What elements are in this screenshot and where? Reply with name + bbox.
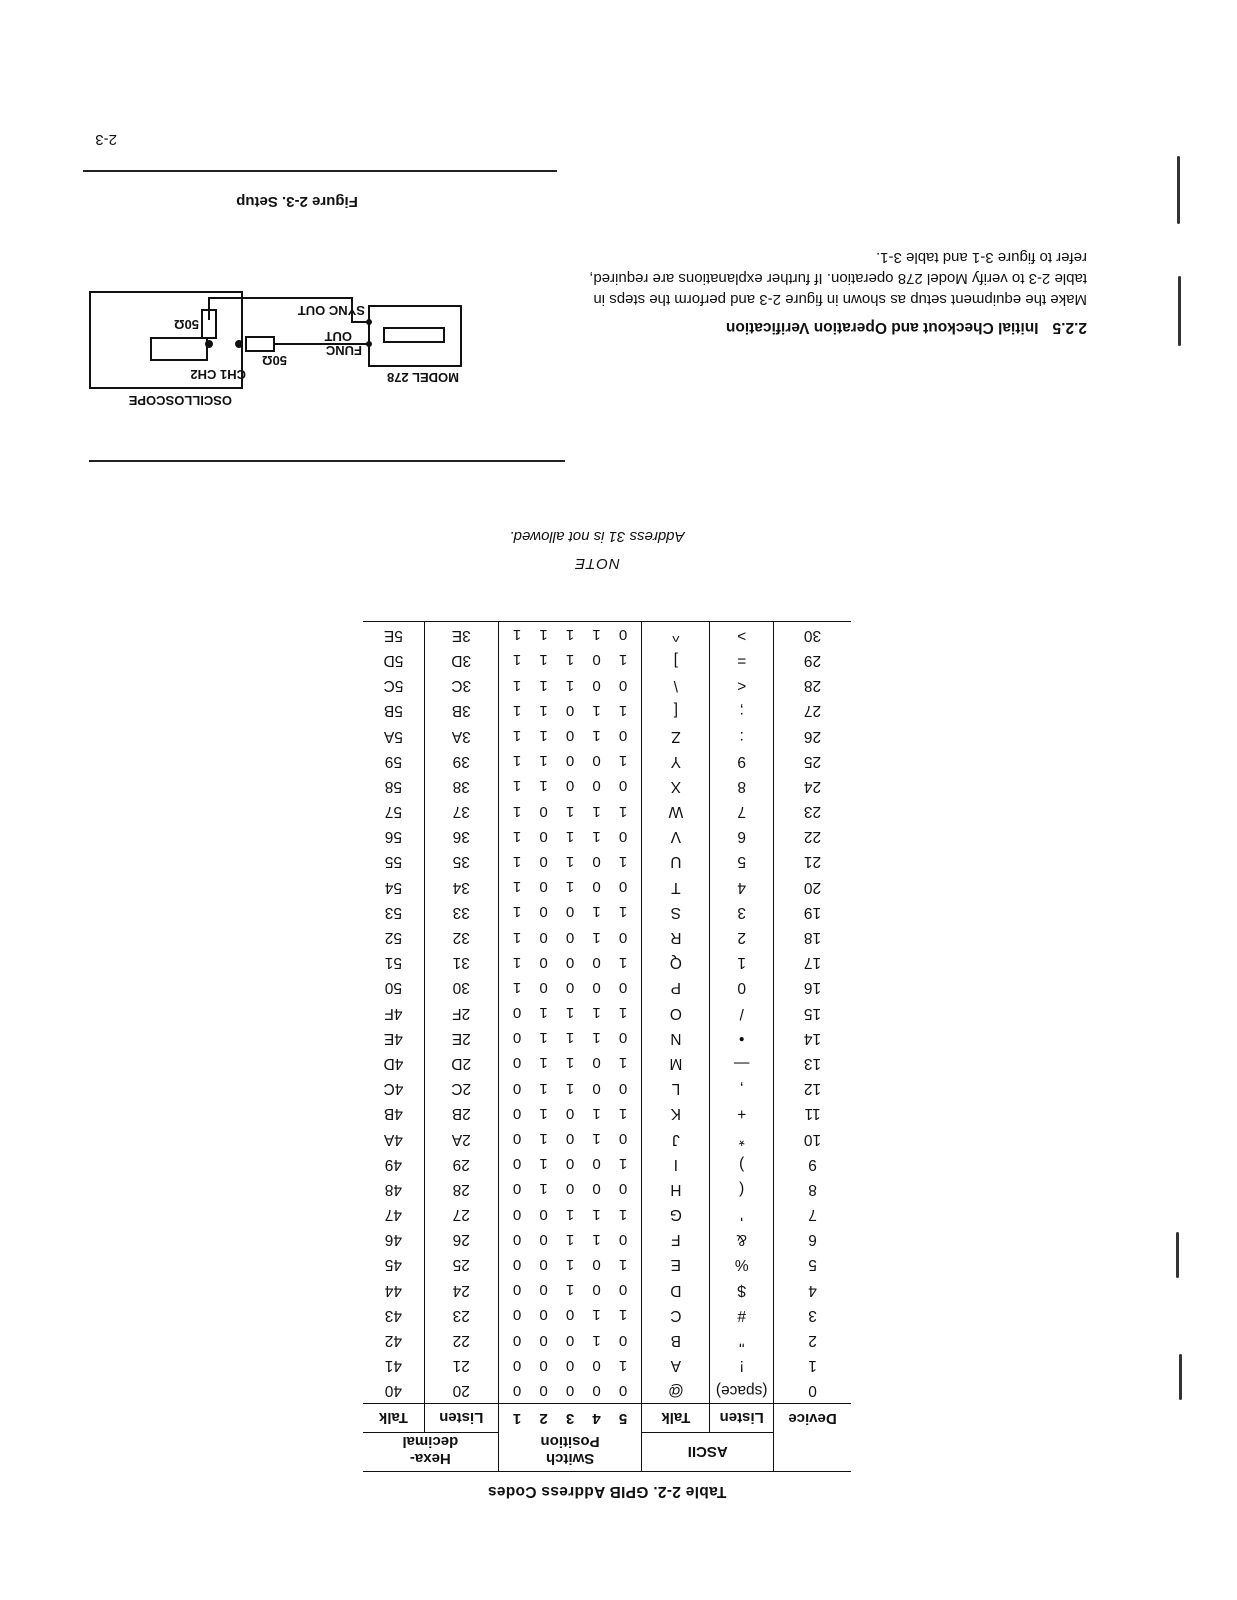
cell-switch: 0 0 0 1 0 — [498, 1176, 642, 1201]
cell-switch: 0 0 0 1 1 — [498, 773, 642, 798]
cell-ascii-listen: ( — [710, 1176, 774, 1201]
table-row — [363, 1126, 851, 1151]
cell-ascii-listen: — — [710, 1050, 774, 1075]
table-row — [363, 1202, 851, 1227]
table-row — [363, 1227, 851, 1252]
table-header-row — [363, 1433, 851, 1472]
cell-device: 11 — [774, 1101, 851, 1126]
cell-hex-talk: 4A — [383, 1130, 403, 1148]
page-number: 2-3 — [95, 131, 117, 148]
cell-hex-listen: 3C — [424, 673, 498, 698]
cell-hex-listen: 20 — [424, 1378, 498, 1404]
table-row — [363, 1353, 851, 1378]
cell-device: 3 — [774, 1302, 851, 1327]
table-row — [363, 748, 851, 773]
cell-hex-listen: 33 — [424, 899, 498, 924]
cell-hex-listen: 25 — [424, 1252, 498, 1277]
table-row — [363, 874, 851, 899]
cell-ascii-talk: Z — [642, 723, 710, 748]
cell-ascii-listen: = — [710, 647, 774, 672]
cell-ascii-talk: ] — [642, 647, 710, 672]
cell-ascii-talk: D — [642, 1277, 710, 1302]
cell-switch: 0 0 1 1 0 — [498, 1076, 642, 1101]
cell-hex-listen: 34 — [424, 874, 498, 899]
cell-ascii-talk: K — [642, 1101, 710, 1126]
table-row — [363, 849, 851, 874]
cell-hex-listen: 3D — [424, 647, 498, 672]
cell-ascii-listen: ! — [710, 1353, 774, 1378]
cell-device: 22 — [774, 824, 851, 849]
header-ascii: ASCII — [642, 1433, 774, 1472]
cell-switch: 0 1 0 0 0 — [498, 1327, 642, 1352]
cell-device: 19 — [774, 899, 851, 924]
table-row — [363, 1101, 851, 1126]
cell-hex-listen: 2A — [424, 1126, 498, 1151]
cell-hex-talk: 45 — [384, 1256, 403, 1274]
header-ascii-listen: Listen — [710, 1404, 774, 1433]
cell-switch: 0 1 1 1 0 — [498, 1025, 642, 1050]
table-row — [363, 698, 851, 723]
cell-ascii-listen: 0 — [710, 975, 774, 1000]
cell-hex-listen: 26 — [424, 1227, 498, 1252]
table-row — [363, 1025, 851, 1050]
cell-switch: 1 0 1 1 0 — [498, 1050, 642, 1075]
table-row — [363, 799, 851, 824]
cell-switch: 0 0 1 1 1 — [498, 673, 642, 698]
cell-hex-talk: 49 — [384, 1155, 403, 1173]
cell-hex-talk: 5C — [383, 677, 404, 695]
cell-ascii-talk: C — [642, 1302, 710, 1327]
cell-hex-listen: 2C — [424, 1076, 498, 1101]
cell-hex-listen: 2F — [424, 1000, 498, 1025]
cell-ascii-talk: @ — [642, 1378, 710, 1404]
table-row — [363, 1252, 851, 1277]
cell-ascii-talk: X — [642, 773, 710, 798]
label-term-2: 50Ω — [174, 317, 199, 332]
model-278-display — [384, 328, 444, 342]
cell-switch: 1 1 1 0 0 — [498, 1202, 642, 1227]
cell-device: 29 — [774, 647, 851, 672]
cell-ascii-listen: 6 — [710, 824, 774, 849]
cell-device: 17 — [774, 950, 851, 975]
cell-device: 0 — [774, 1378, 851, 1404]
cell-switch: 0 1 1 1 1 — [498, 622, 642, 648]
cell-hex-talk: 43 — [384, 1306, 403, 1324]
cell-switch: 0 0 0 0 0 — [498, 1378, 642, 1404]
header-hex-talk: Talk — [363, 1404, 424, 1433]
table-row — [363, 975, 851, 1000]
cell-device: 7 — [774, 1202, 851, 1227]
table-row — [363, 1277, 851, 1302]
cell-device: 16 — [774, 975, 851, 1000]
header-hexadecimal: Hexa- decimal — [363, 1433, 498, 1472]
cell-hex-talk: 4D — [383, 1054, 404, 1072]
cell-hex-talk: 50 — [384, 979, 403, 997]
cell-ascii-talk: V — [642, 824, 710, 849]
cell-ascii-talk: M — [642, 1050, 710, 1075]
table-row — [363, 1378, 851, 1404]
table-row — [363, 1076, 851, 1101]
cell-hex-talk: 5A — [383, 727, 403, 745]
cell-ascii-listen: 1 — [710, 950, 774, 975]
cell-ascii-talk: G — [642, 1202, 710, 1227]
cell-switch: 1 1 1 0 1 — [498, 799, 642, 824]
header-hex-listen: Listen — [424, 1404, 498, 1433]
cell-device: 27 — [774, 698, 851, 723]
cell-device: 5 — [774, 1252, 851, 1277]
table-row — [363, 899, 851, 924]
cell-ascii-talk: O — [642, 1000, 710, 1025]
cell-ascii-talk: Q — [642, 950, 710, 975]
table-row — [363, 673, 851, 698]
cell-hex-listen: 21 — [424, 1353, 498, 1378]
cell-switch: 1 0 0 0 1 — [498, 950, 642, 975]
cell-ascii-listen: 8 — [710, 773, 774, 798]
cell-ascii-talk: T — [642, 874, 710, 899]
cell-switch: 1 1 1 1 0 — [498, 1000, 642, 1025]
cell-device: 8 — [774, 1176, 851, 1201]
cell-ascii-talk: H — [642, 1176, 710, 1201]
scan-mark — [1178, 276, 1181, 346]
cell-switch: 0 1 1 0 1 — [498, 824, 642, 849]
section-heading — [587, 318, 1087, 336]
cell-device: 20 — [774, 874, 851, 899]
table-row — [363, 1050, 851, 1075]
terminator-ch1 — [246, 337, 274, 351]
scan-mark — [1179, 1354, 1182, 1400]
cell-hex-listen: 2D — [424, 1050, 498, 1075]
label-model: MODEL 278 — [386, 370, 459, 385]
cell-switch: 0 1 0 1 1 — [498, 723, 642, 748]
cell-hex-talk: 4B — [383, 1105, 403, 1123]
cell-hex-talk: 53 — [384, 903, 403, 921]
cell-device: 28 — [774, 673, 851, 698]
cell-ascii-talk: S — [642, 899, 710, 924]
cell-switch: 1 1 0 1 1 — [498, 698, 642, 723]
cell-switch: 0 0 0 0 1 — [498, 975, 642, 1000]
table-row — [363, 1151, 851, 1176]
cell-ascii-listen: ) — [710, 1151, 774, 1176]
cell-hex-talk: 55 — [384, 853, 403, 871]
label-oscilloscope: OSCILLOSCOPE — [128, 393, 232, 408]
cell-switch: 0 1 0 0 1 — [498, 924, 642, 949]
cell-ascii-listen: < — [710, 673, 774, 698]
scan-mark — [1176, 1232, 1179, 1278]
cell-switch: 1 0 1 1 1 — [498, 647, 642, 672]
cell-hex-listen: 22 — [424, 1327, 498, 1352]
cell-ascii-listen: 5 — [710, 849, 774, 874]
cell-switch: 0 1 1 0 0 — [498, 1227, 642, 1252]
cell-ascii-talk: U — [642, 849, 710, 874]
cell-device: 18 — [774, 924, 851, 949]
cell-ascii-listen: 2 — [710, 924, 774, 949]
cell-switch: 1 0 0 1 0 — [498, 1151, 642, 1176]
cell-device: 9 — [774, 1151, 851, 1176]
cell-device: 10 — [774, 1126, 851, 1151]
cell-hex-listen: 3B — [424, 698, 498, 723]
section-2-2-5 — [587, 247, 1087, 336]
note-text: Address 31 is not allowed. — [509, 528, 685, 545]
cell-ascii-talk: I — [642, 1151, 710, 1176]
cell-device: 30 — [774, 622, 851, 648]
scan-mark — [1177, 156, 1180, 224]
cell-ascii-listen: % — [710, 1252, 774, 1277]
cell-ascii-talk: J — [642, 1126, 710, 1151]
cell-device: 25 — [774, 748, 851, 773]
cell-ascii-listen: 9 — [710, 748, 774, 773]
cell-switch: 1 0 1 0 1 — [498, 849, 642, 874]
oscilloscope-screen — [151, 338, 207, 360]
cell-ascii-talk: W — [642, 799, 710, 824]
cell-ascii-talk: P — [642, 975, 710, 1000]
cell-hex-listen: 37 — [424, 799, 498, 824]
cell-hex-listen: 31 — [424, 950, 498, 975]
cell-hex-talk: 58 — [384, 777, 403, 795]
cell-device: 26 — [774, 723, 851, 748]
table-body — [363, 622, 851, 1404]
cell-ascii-talk: Y — [642, 748, 710, 773]
cell-ascii-listen: • — [710, 1025, 774, 1050]
cell-hex-talk: 4F — [384, 1004, 403, 1022]
cell-device: 6 — [774, 1227, 851, 1252]
table-row — [363, 950, 851, 975]
cell-ascii-talk: \ — [642, 673, 710, 698]
header-switch-position: Switch Position — [498, 1433, 642, 1472]
table-row — [363, 647, 851, 672]
cell-hex-talk: 54 — [384, 878, 403, 896]
cell-hex-listen: 35 — [424, 849, 498, 874]
cell-hex-talk: 57 — [384, 803, 403, 821]
cell-hex-listen: 2B — [424, 1101, 498, 1126]
cell-hex-listen: 38 — [424, 773, 498, 798]
cell-hex-listen: 29 — [424, 1151, 498, 1176]
cell-switch: 1 1 0 0 1 — [498, 899, 642, 924]
cell-ascii-talk: F — [642, 1227, 710, 1252]
cell-hex-talk: 47 — [384, 1206, 403, 1224]
cell-hex-talk: 5E — [363, 622, 424, 648]
cell-ascii-talk: L — [642, 1076, 710, 1101]
figure-top-rule — [83, 171, 557, 173]
section-number: 2.2.5 — [1052, 319, 1087, 336]
cell-hex-talk: 44 — [384, 1281, 403, 1299]
cell-switch: 1 1 0 0 0 — [498, 1302, 642, 1327]
cell-hex-listen: 28 — [424, 1176, 498, 1201]
label-sync-out: SYNC OUT — [297, 303, 365, 318]
table-caption: Table 2-2. GPIB Address Codes — [487, 1483, 727, 1500]
cell-ascii-listen: 3 — [710, 899, 774, 924]
section-body: Make the equipment setup as shown in figure 2-3 and perform the steps in table 2-3 to verify Model 278 operation. If further explanations are required, refer to figure 3-1 and table 3-1. — [589, 249, 1087, 308]
cell-ascii-listen: # — [710, 1302, 774, 1327]
cell-hex-talk: 51 — [384, 954, 403, 972]
cell-hex-talk: 48 — [384, 1180, 403, 1198]
label-channels: CH1 CH2 — [190, 367, 246, 382]
model-278-box — [369, 306, 461, 366]
cell-ascii-talk: [ — [642, 698, 710, 723]
cell-hex-talk: 59 — [384, 752, 403, 770]
cell-ascii-listen: , — [710, 1076, 774, 1101]
cell-device: 1 — [774, 1353, 851, 1378]
cell-switch: 0 0 1 0 0 — [498, 1277, 642, 1302]
table-row — [363, 824, 851, 849]
cell-hex-talk: 4E — [383, 1029, 403, 1047]
cell-hex-talk: 56 — [384, 828, 403, 846]
cell-hex-talk: 41 — [384, 1357, 403, 1375]
label-func-out-1: FUNC — [325, 343, 362, 358]
table-row — [363, 1176, 851, 1201]
figure-bottom-rule — [89, 461, 565, 463]
cell-device: 24 — [774, 773, 851, 798]
cell-switch: 1 0 1 0 0 — [498, 1252, 642, 1277]
header-ascii-talk: Talk — [642, 1404, 710, 1433]
cell-hex-talk: 4C — [383, 1080, 404, 1098]
table-row — [363, 1000, 851, 1025]
cell-device: 12 — [774, 1076, 851, 1101]
cell-switch: 0 0 1 0 1 — [498, 874, 642, 899]
cell-hex-listen: 3A — [424, 723, 498, 748]
cell-switch: 1 1 0 1 0 — [498, 1101, 642, 1126]
cell-ascii-listen: 4 — [710, 874, 774, 899]
cell-hex-talk: 5B — [383, 702, 403, 720]
table-row — [363, 1327, 851, 1352]
cell-ascii-listen: * — [710, 1126, 774, 1151]
figure-caption: Figure 2-3. Setup — [236, 193, 358, 210]
cell-ascii-listen: 7 — [710, 799, 774, 824]
cell-ascii-talk: R — [642, 924, 710, 949]
table-row — [363, 723, 851, 748]
cell-ascii-talk: B — [642, 1327, 710, 1352]
label-func-out-2: OUT — [324, 329, 352, 344]
cell-ascii-listen: ; — [710, 698, 774, 723]
note — [477, 528, 717, 572]
cell-ascii-listen: ' — [710, 1202, 774, 1227]
cell-hex-listen: 2E — [424, 1025, 498, 1050]
cell-hex-talk: 40 — [384, 1382, 403, 1400]
note-title: NOTE — [574, 555, 620, 572]
header-switch-bits: 5 4 3 2 1 — [498, 1404, 642, 1433]
cell-device: 23 — [774, 799, 851, 824]
cell-hex-listen: 39 — [424, 748, 498, 773]
table-row — [363, 622, 851, 648]
cell-ascii-talk: A — [642, 1353, 710, 1378]
cell-ascii-listen: : — [710, 723, 774, 748]
cell-switch: 1 0 0 1 1 — [498, 748, 642, 773]
cell-hex-listen: 23 — [424, 1302, 498, 1327]
cell-ascii-listen: / — [710, 1000, 774, 1025]
cell-hex-listen: 24 — [424, 1277, 498, 1302]
cell-device: 14 — [774, 1025, 851, 1050]
cell-switch: 1 0 0 0 0 — [498, 1353, 642, 1378]
gpib-address-table — [363, 621, 851, 1472]
cell-hex-listen: 27 — [424, 1202, 498, 1227]
cell-device: 15 — [774, 1000, 851, 1025]
cell-ascii-listen: + — [710, 1101, 774, 1126]
cell-switch: 0 1 0 1 0 — [498, 1126, 642, 1151]
cell-ascii-listen: " — [710, 1327, 774, 1352]
cell-ascii-talk: E — [642, 1252, 710, 1277]
cell-ascii-talk: ^ — [642, 622, 710, 648]
table-row — [363, 924, 851, 949]
label-term-1: 50Ω — [262, 353, 287, 368]
cell-device: 21 — [774, 849, 851, 874]
cell-ascii-talk: N — [642, 1025, 710, 1050]
cell-ascii-listen: & — [710, 1227, 774, 1252]
cell-device: 4 — [774, 1277, 851, 1302]
table-row — [363, 1302, 851, 1327]
cell-hex-talk: 42 — [384, 1332, 403, 1350]
cell-hex-listen: 30 — [424, 975, 498, 1000]
table-row — [363, 773, 851, 798]
cell-hex-talk: 52 — [384, 929, 403, 947]
setup-diagram — [87, 218, 557, 418]
cell-hex-listen: 3E — [424, 622, 498, 648]
cell-ascii-listen: > — [710, 622, 774, 648]
cell-device: 13 — [774, 1050, 851, 1075]
cell-ascii-listen: (space) — [710, 1378, 774, 1404]
section-title: Initial Checkout and Operation Verification — [725, 319, 1039, 336]
cell-hex-listen: 36 — [424, 824, 498, 849]
header-device: Device — [774, 1404, 851, 1472]
cell-hex-talk: 5D — [383, 651, 404, 669]
cell-hex-listen: 32 — [424, 924, 498, 949]
cell-ascii-listen: $ — [710, 1277, 774, 1302]
cell-hex-talk: 46 — [384, 1231, 403, 1249]
cell-device: 2 — [774, 1327, 851, 1352]
